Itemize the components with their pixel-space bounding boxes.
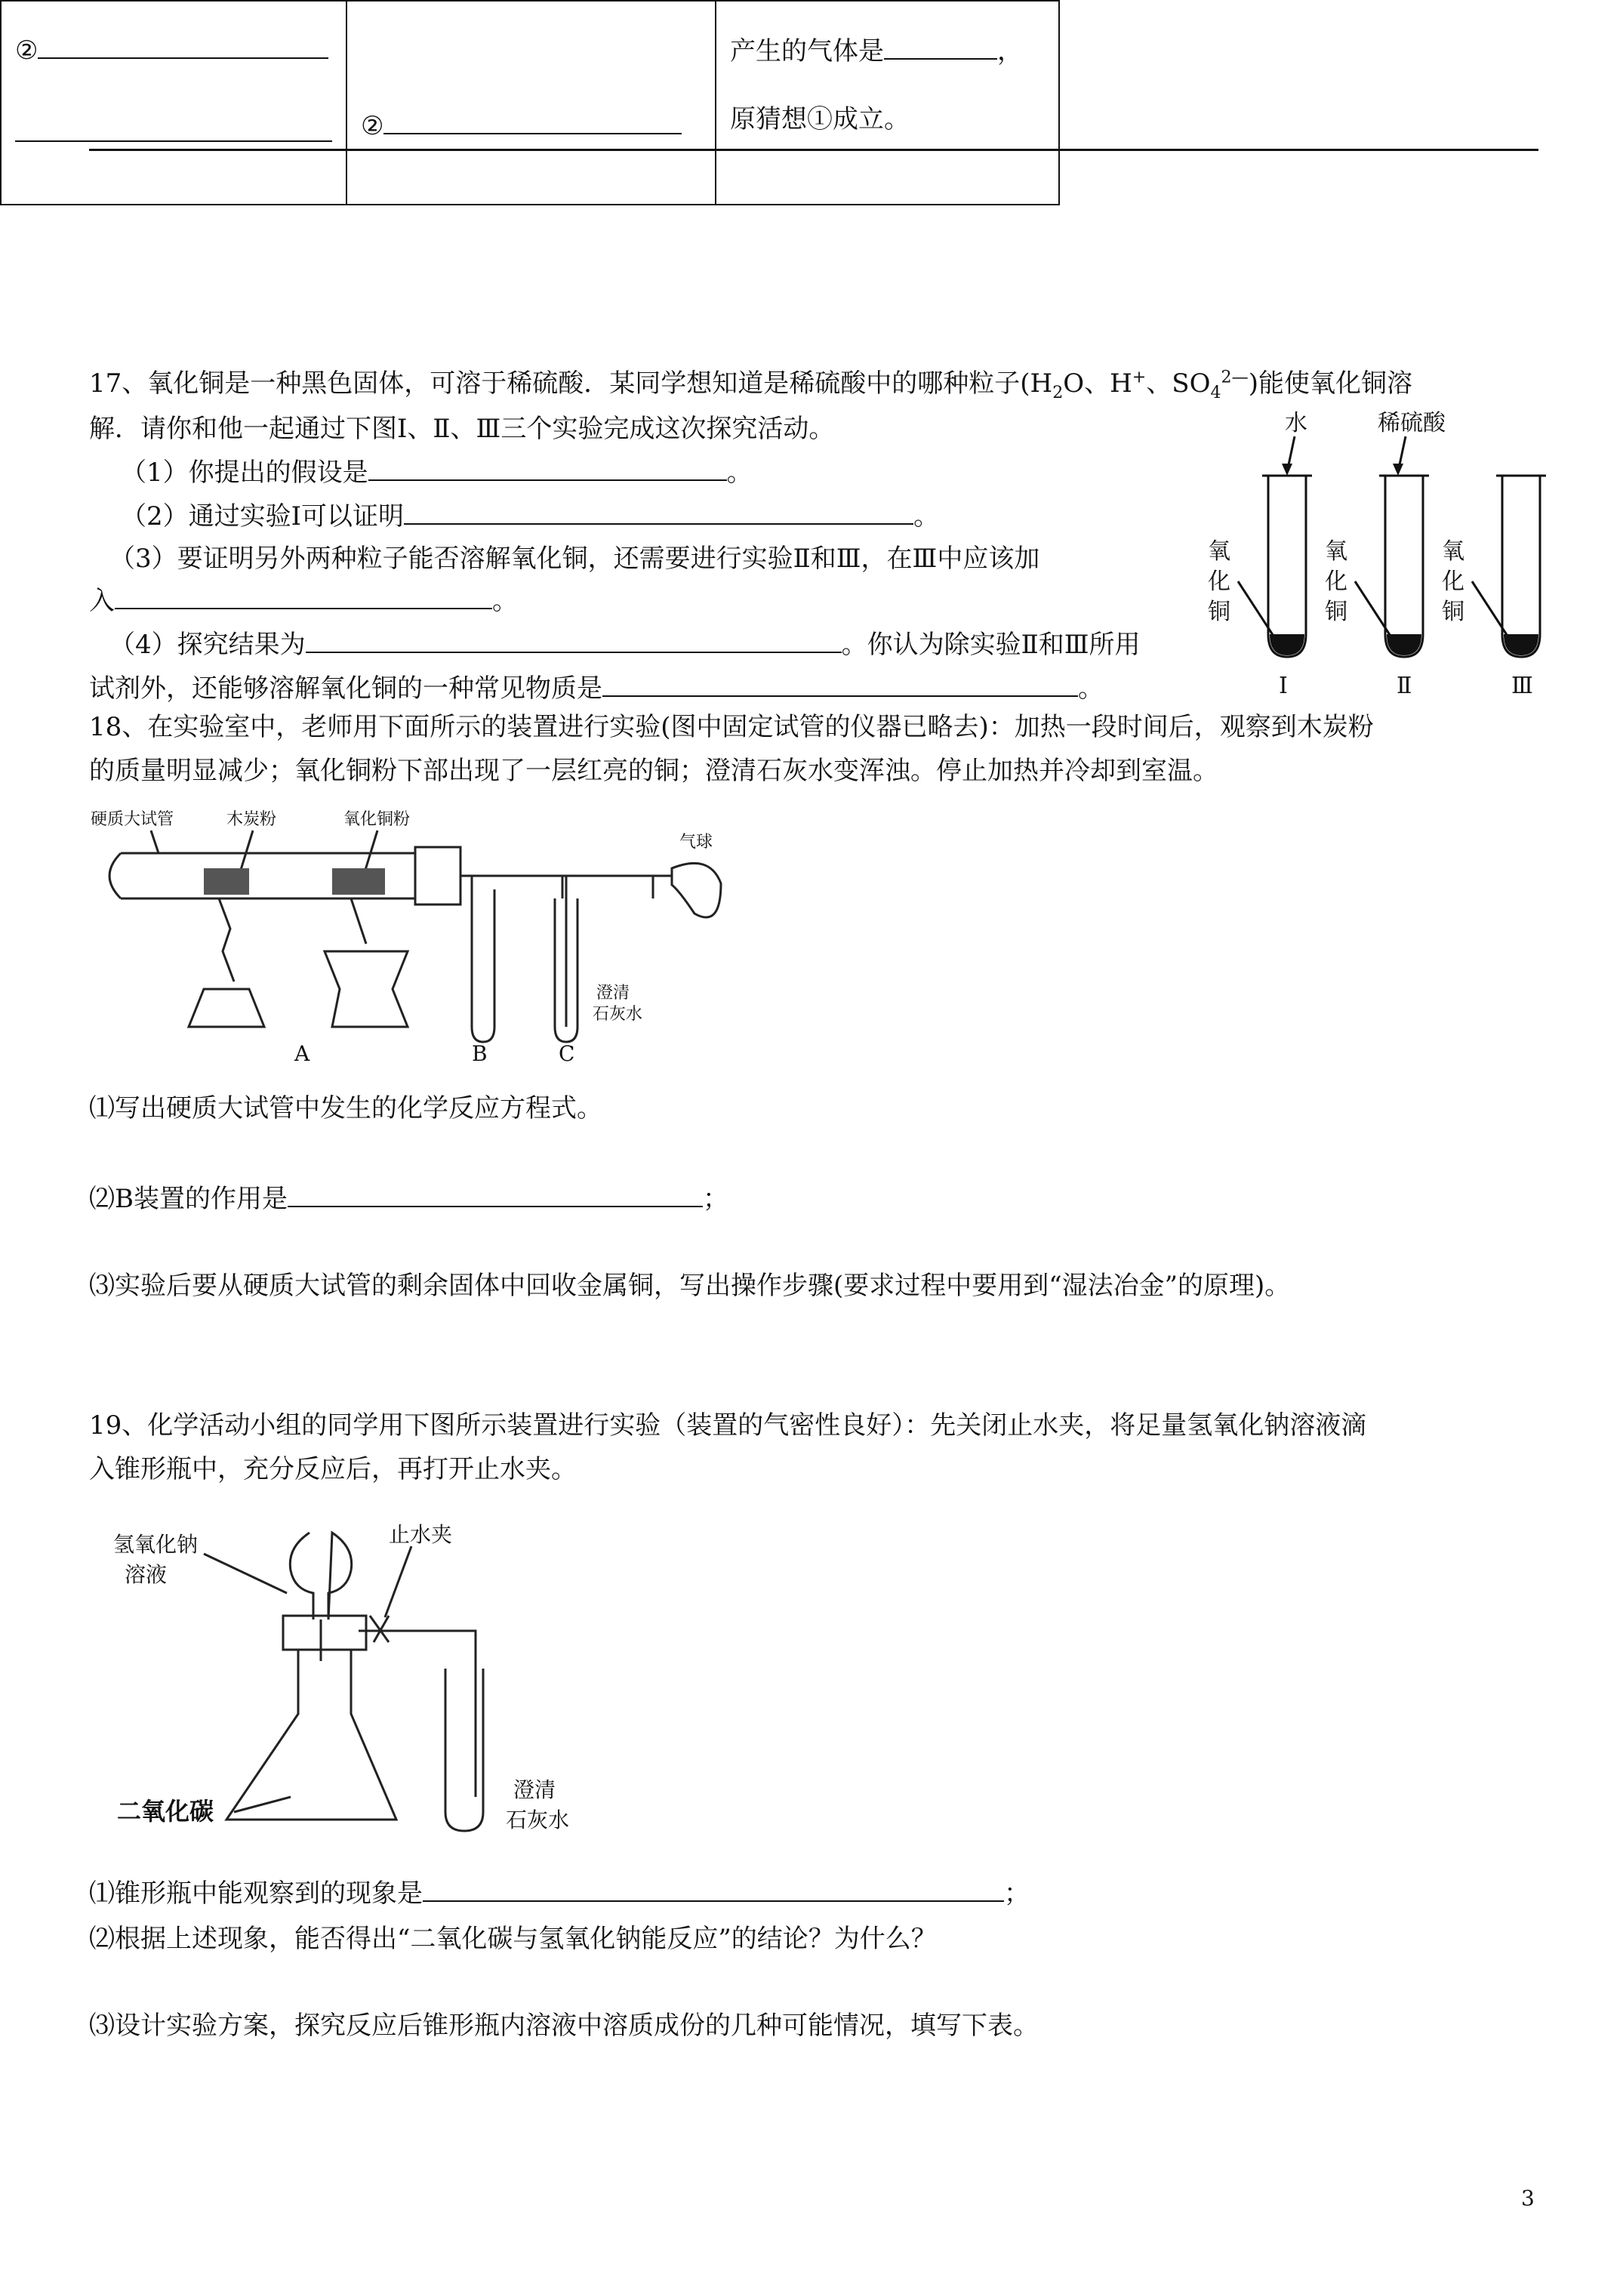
q18-intro-2: 的质量明显减少；氧化铜粉下部出现了一层红亮的铜；澄清石灰水变浑浊。停止加热并冷却到室温。 [89, 756, 1218, 786]
label-clip: 止水夹 [389, 1522, 453, 1547]
cell3-blank[interactable] [884, 32, 997, 60]
q18-sub3: ⑶实验后要从硬质大试管的剩余固体中回收金属铜，写出操作步骤(要求过程中要用到“湿法冶金”的原理)。 [89, 1271, 1291, 1301]
q17-part4a: （4）探究结果为 。你认为除实验Ⅱ和Ⅲ所用 [109, 624, 1141, 661]
svg-text:石灰水: 石灰水 [593, 1005, 643, 1024]
svg-text:氧化铜粉: 氧化铜粉 [343, 810, 411, 829]
cell3-text-1-end: ， [997, 36, 1023, 66]
cell2-marker: ② [361, 111, 384, 141]
test-tube-1 [1268, 476, 1306, 657]
svg-text:硬质大试管: 硬质大试管 [91, 810, 174, 829]
cell3-text-1: 产生的气体是 [730, 36, 884, 66]
q19-sub1: ⑴锥形瓶中能观察到的现象是 ； [89, 1872, 1030, 1909]
balloon [672, 863, 721, 917]
limewater-tube [445, 1669, 483, 1831]
answer-table [0, 0, 1060, 205]
conical-flask [226, 1650, 396, 1820]
q17-blank-5[interactable] [602, 670, 1078, 697]
label-dilute-acid: 稀硫酸 [1378, 410, 1446, 436]
svg-text:氧: 氧 [1325, 538, 1347, 565]
label-b: B [472, 1041, 488, 1066]
alcohol-lamp-1 [189, 989, 264, 1027]
label-water: 水 [1285, 410, 1307, 436]
q17-blank-4[interactable] [306, 626, 842, 653]
q17-test-tubes-figure [1208, 408, 1570, 702]
svg-text:铜: 铜 [1442, 599, 1464, 625]
q17-part3a: （3）要证明另外两种粒子能否溶解氧化铜，还需要进行实验Ⅱ和Ⅲ，在Ⅲ中应该加 [109, 544, 1040, 574]
label-co2: 二氧化碳 [117, 1797, 214, 1826]
svg-text:化: 化 [1208, 569, 1230, 595]
svg-text:气球: 气球 [679, 833, 713, 852]
svg-text:化: 化 [1325, 569, 1347, 595]
table-cell-2 [346, 1, 716, 205]
label-limewater-1: 澄清 [513, 1777, 556, 1802]
label-naoh-2: 溶液 [125, 1562, 168, 1587]
q19-apparatus-figure [113, 1518, 596, 1842]
cell3-text-2: 原猜想①成立。 [730, 104, 910, 134]
q17-intro-2: 解．请你和他一起通过下图Ⅰ、Ⅱ、Ⅲ三个实验完成这次探究活动。 [89, 414, 835, 444]
page-number: 3 [1521, 2186, 1535, 2211]
table-cell-1 [1, 1, 346, 205]
separatory-funnel [290, 1533, 351, 1620]
label-limewater-2: 石灰水 [506, 1808, 570, 1832]
tube-label-2: Ⅱ [1397, 673, 1412, 699]
q17-part2: （2）通过实验Ⅰ可以证明 。 [121, 495, 939, 532]
q19-sub2: ⑵根据上述现象，能否得出“二氧化碳与氢氧化钠能反应”的结论？为什么？ [89, 1924, 937, 1954]
cell2-blank[interactable] [383, 107, 682, 134]
svg-text:铜: 铜 [1208, 599, 1230, 625]
q19-intro-2: 入锥形瓶中，充分反应后，再打开止水夹。 [89, 1454, 577, 1484]
cell1-blank-2[interactable] [15, 115, 332, 142]
table-cell-3 [716, 1, 1059, 205]
svg-text:氧: 氧 [1442, 538, 1464, 565]
q18-sub2: ⑵B装置的作用是 ； [89, 1178, 728, 1215]
q17-part3b: 入 。 [89, 580, 518, 617]
q17-blank-3[interactable] [115, 582, 492, 609]
label-naoh-1: 氢氧化钠 [113, 1532, 199, 1557]
test-tube-2 [1385, 476, 1423, 657]
copper-oxide-powder [332, 868, 385, 895]
tube-label-1: Ⅰ [1279, 673, 1288, 699]
label-c: C [559, 1041, 575, 1066]
q19-blank-1[interactable] [423, 1875, 1004, 1902]
q17-part4b: 试剂外，还能够溶解氧化铜的一种常见物质是 。 [89, 667, 1104, 704]
q18-sub1: ⑴写出硬质大试管中发生的化学反应方程式。 [89, 1093, 602, 1123]
test-tube-3 [1502, 476, 1540, 657]
q17-blank-1[interactable] [368, 454, 727, 481]
q17-blank-2[interactable] [404, 498, 913, 525]
cell1-blank-1[interactable] [38, 32, 328, 59]
q17-intro-1: 17、氧化铜是一种黑色固体，可溶于稀硫酸．某同学想知道是稀硫酸中的哪种粒子($H_2O$、H+、$SO_4^{2—}$)能使氧化铜溶 [89, 367, 1412, 402]
svg-text:铜: 铜 [1325, 599, 1347, 625]
q18-blank-1[interactable] [288, 1180, 703, 1207]
alcohol-lamp-2 [325, 951, 408, 1027]
q17-part1: （1）你提出的假设是 。 [121, 451, 753, 488]
q18-intro-1: 18、在实验室中，老师用下面所示的装置进行实验(图中固定试管的仪器已略去)：加热一段时间后，观察到木炭粉 [89, 712, 1374, 742]
svg-text:木炭粉: 木炭粉 [226, 810, 277, 829]
charcoal-powder [204, 868, 249, 895]
q19-intro-1: 19、化学活动小组的同学用下图所示装置进行实验（装置的气密性良好）：先关闭止水夹，将足量氢氧化钠溶液滴 [89, 1410, 1367, 1441]
svg-text:澄清: 澄清 [596, 984, 630, 1003]
tube-label-3: Ⅲ [1511, 673, 1533, 699]
label-a: A [294, 1041, 310, 1066]
svg-text:化: 化 [1442, 569, 1464, 595]
q19-sub3: ⑶设计实验方案，探究反应后锥形瓶内溶液中溶质成份的几种可能情况，填写下表。 [89, 2011, 1039, 2041]
rubber-stopper [283, 1616, 366, 1650]
tube-b [472, 889, 494, 1042]
pinch-clip [370, 1616, 389, 1642]
cell1-marker: ② [15, 35, 38, 66]
svg-text:氧: 氧 [1208, 538, 1230, 565]
q18-apparatus-figure [91, 800, 725, 1072]
